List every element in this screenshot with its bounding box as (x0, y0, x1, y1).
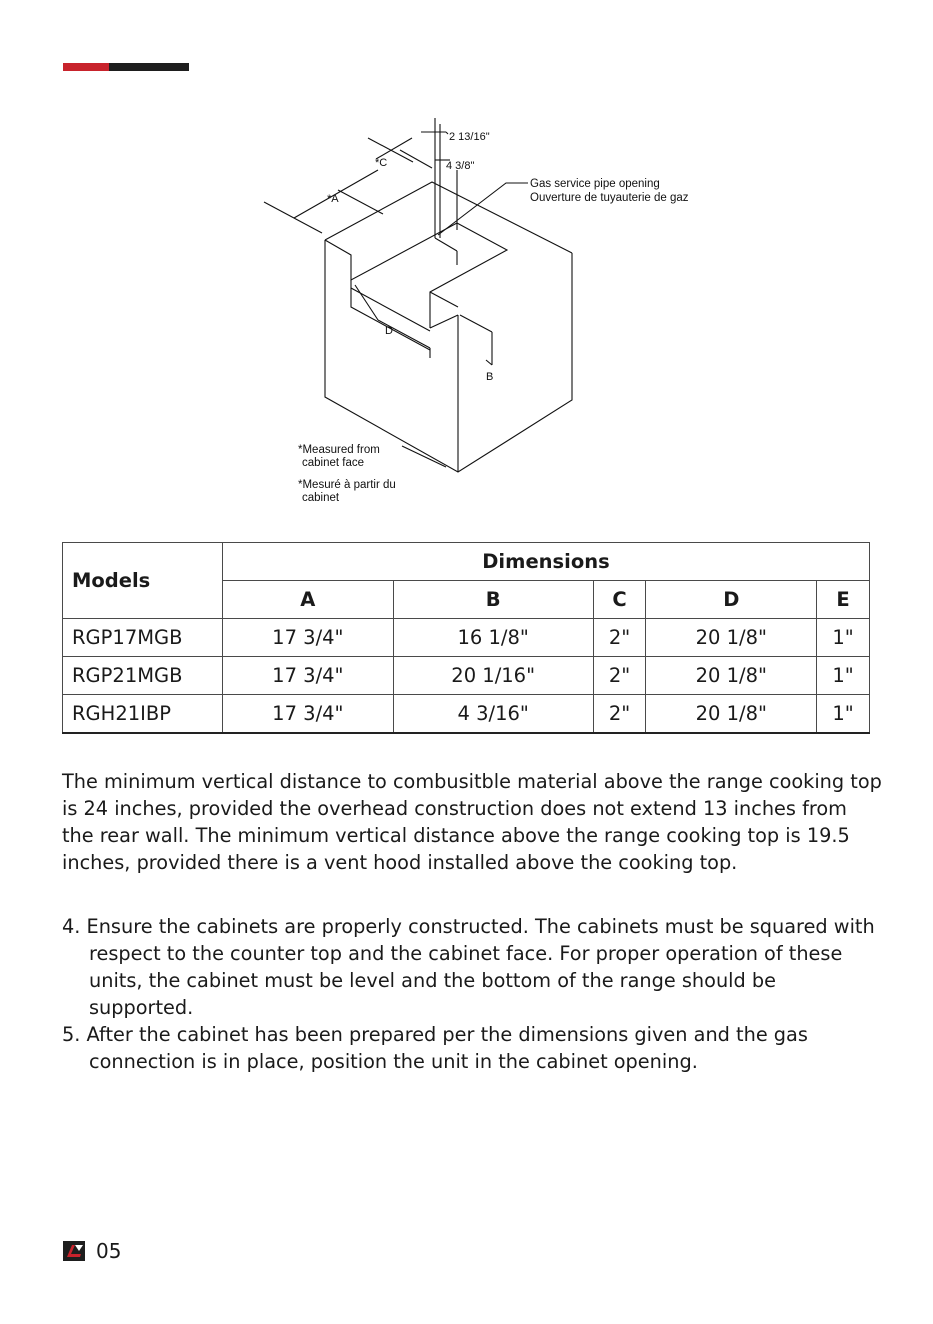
table-cell: 1" (817, 695, 870, 734)
column-header-e: E (817, 581, 870, 619)
label-2-13-16: 2 13/16" (449, 131, 490, 143)
accent-bar-dark (109, 63, 189, 71)
table-cell: 17 3/4" (223, 657, 394, 695)
note-fr-line1: *Mesuré à partir du (298, 479, 396, 491)
accent-bar-red (63, 63, 109, 71)
table-cell: 20 1/16" (393, 657, 593, 695)
cabinet-diagram-svg (250, 110, 730, 510)
column-header-c: C (593, 581, 646, 619)
cutout-outline (325, 223, 507, 328)
table-cell: 17 3/4" (223, 619, 394, 657)
table-cell-model: RGP21MGB (63, 657, 223, 695)
table-cell: 17 3/4" (223, 695, 394, 734)
table-cell-model: RGH21IBP (63, 695, 223, 734)
table-cell-model: RGP17MGB (63, 619, 223, 657)
column-header-b: B (393, 581, 593, 619)
cabinet-diagram (250, 110, 730, 510)
table-cell: 2" (593, 657, 646, 695)
table-row (63, 695, 870, 734)
table-cell: 2" (593, 619, 646, 657)
table-cell: 2" (593, 695, 646, 734)
table-cell: 20 1/8" (646, 619, 817, 657)
dimensions-table (62, 542, 870, 734)
label-b: B (486, 371, 494, 383)
brand-logo-icon (63, 1241, 85, 1261)
column-header-a: A (223, 581, 394, 619)
instruction-steps (62, 913, 882, 1075)
label-a: *A (327, 193, 339, 205)
step-5: 5. After the cabinet has been prepared per the dimensions given and the gas connection is in place, position the unit in the cabinet opening. (62, 1023, 808, 1073)
table-row (63, 657, 870, 695)
label-d: D (385, 325, 393, 337)
label-4-3-8: 4 3/8" (446, 160, 475, 172)
header-accent-bar (63, 63, 189, 71)
gas-label-fr: Ouverture de tuyauterie de gaz (530, 192, 689, 204)
cabinet-outline (325, 240, 572, 472)
table-cell: 16 1/8" (393, 619, 593, 657)
note-en-line1: *Measured from (298, 444, 380, 456)
note-en-line2: cabinet face (302, 457, 365, 469)
table-cell: 20 1/8" (646, 695, 817, 734)
column-header-d: D (646, 581, 817, 619)
table-cell: 1" (817, 619, 870, 657)
cutout-inner (351, 280, 430, 350)
gas-label-en: Gas service pipe opening (530, 178, 660, 190)
step-4: 4. Ensure the cabinets are properly constructed. The cabinets must be squared with respect to the counter top and the cabinet face. For proper operation of these units, the cabinet must be level and the bottom of the range should be supported. (62, 915, 875, 1019)
label-c: *C (375, 157, 388, 169)
table-row (63, 619, 870, 657)
dimensions-header: Dimensions (223, 543, 870, 581)
note-fr-line2: cabinet (302, 492, 340, 504)
table-cell: 1" (817, 657, 870, 695)
table-cell: 20 1/8" (646, 657, 817, 695)
clearance-paragraph: The minimum vertical distance to combusitble material above the range cooking top is 24 inches, provided the overhead construction does not extend 13 inches from the rear wall. The minimum vertical distance above the range cooking top is 19.5 inches, provided there is a vent hood installed above the cooking top. (62, 770, 882, 874)
page-number: 05 (96, 1239, 122, 1263)
models-header: Models (63, 543, 223, 619)
table-cell: 4 3/16" (393, 695, 593, 734)
